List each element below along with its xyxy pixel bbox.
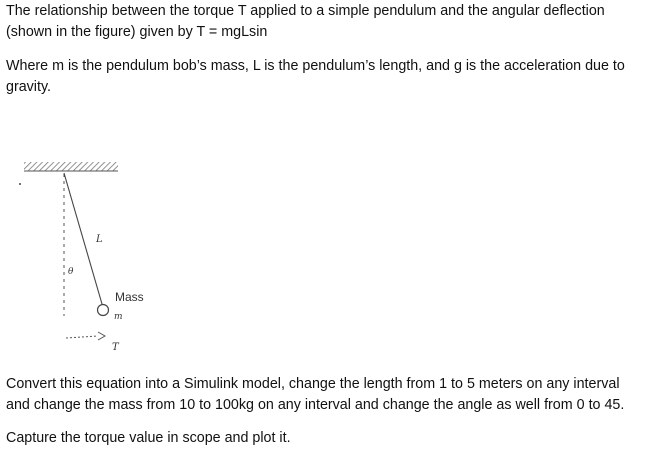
angle-label: θ	[68, 267, 74, 277]
scope-instruction-paragraph: Capture the torque value in scope and plot it.	[6, 430, 291, 446]
mass-label: Mass	[115, 290, 144, 304]
problem-statement-paragraph: The relationship between the torque T applied to a simple pendulum and the angular deflection (shown in the figure) given by T = mgLsin	[6, 3, 605, 40]
length-label: L	[96, 234, 103, 245]
torque-arrowhead	[98, 332, 105, 340]
ceiling-support	[24, 162, 118, 171]
variable-definition-paragraph: Where m is the pendulum bob’s mass, L is the pendulum’s length, and g is the acceleration due to gravity.	[6, 58, 625, 95]
bob-label: m	[114, 312, 123, 322]
pendulum-bob	[98, 305, 109, 316]
task-instructions-paragraph: Convert this equation into a Simulink model, change the length from 1 to 5 meters on any interval and change the mass from 10 to 100kg on any interval and change the angle as well from 0 to 45.	[6, 376, 625, 413]
torque-label: T	[112, 342, 119, 353]
pendulum-figure	[14, 156, 174, 356]
torque-arrow-line	[66, 336, 98, 338]
